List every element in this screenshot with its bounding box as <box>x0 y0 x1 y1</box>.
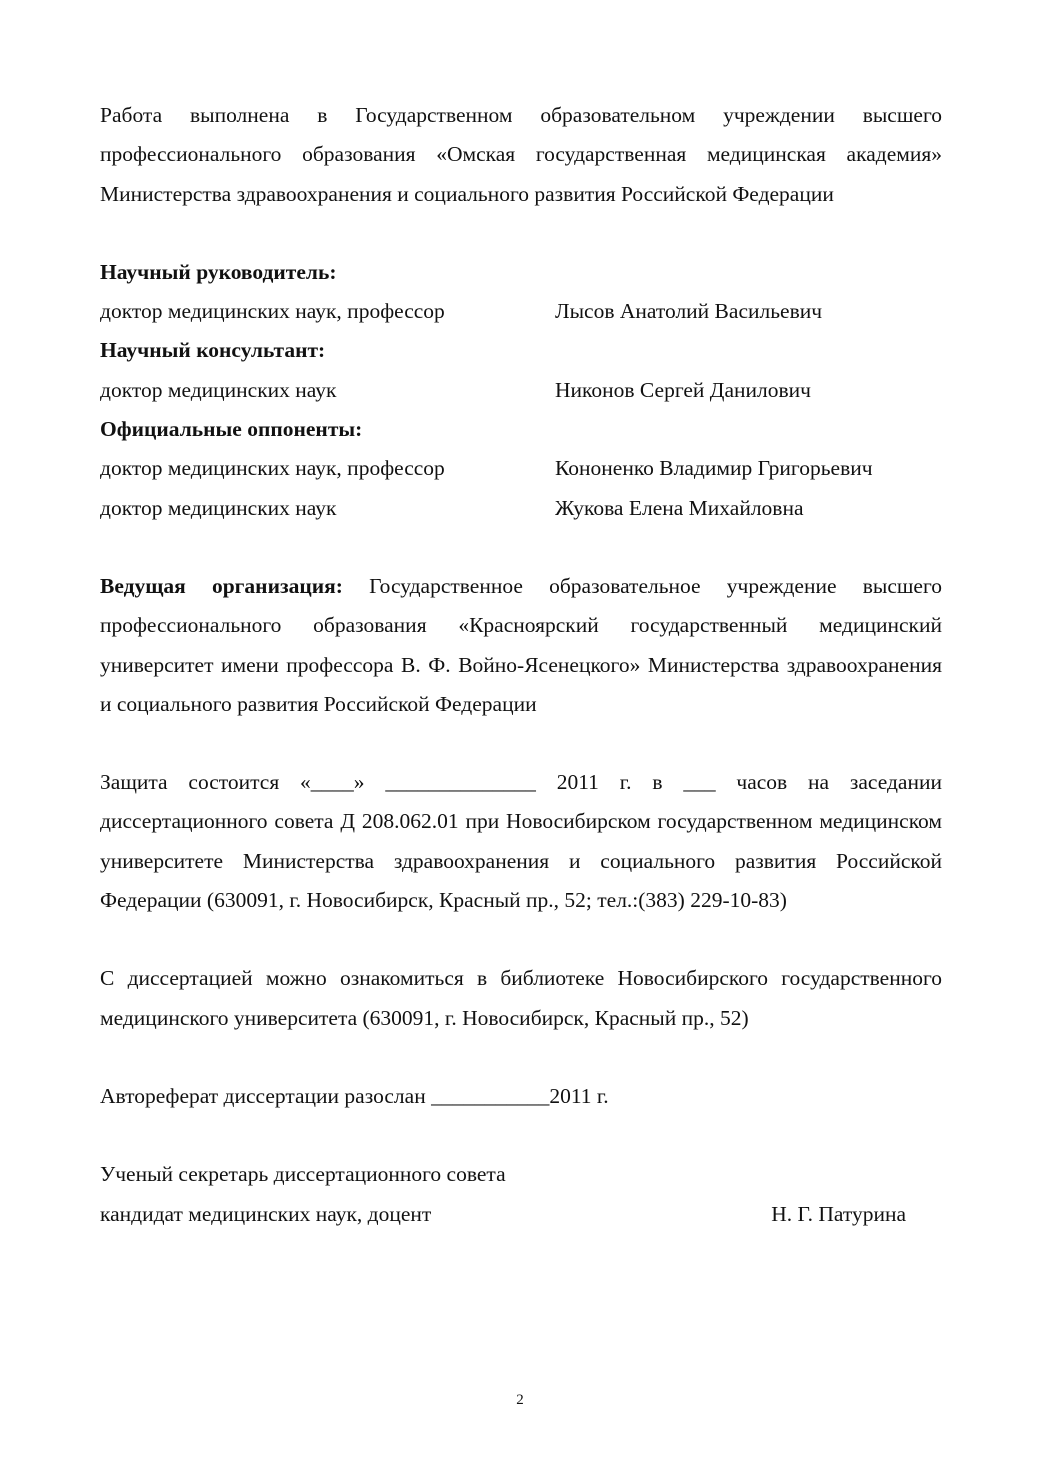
document-page <box>100 96 942 1234</box>
defense-paragraph: Защита состоится «____» ______________ 2011 г. в ___ часов на заседании диссертационного совета Д 208.062.01 при Новосибирском государственном медицинском университете Министерства здравоохранения и социального развития Российской Федерации (630091, г. Новосибирск, Красный пр., 52; тел.:(383) 229-10-83) <box>100 770 942 913</box>
consultant-heading: Научный консультант: <box>100 338 326 363</box>
opponent-row <box>100 489 942 528</box>
opponent-name: Кононенко Владимир Григорьевич <box>555 456 873 481</box>
library-paragraph: С диссертацией можно ознакомиться в библиотеке Новосибирского государственного медицинского университета (630091, г. Новосибирск, Красный пр., 52) <box>100 966 942 1030</box>
opponent-name: Жукова Елена Михайловна <box>555 495 804 520</box>
opponent-row <box>100 449 942 488</box>
secretary-row <box>100 1195 942 1234</box>
page-number: 2 <box>516 1392 524 1408</box>
consultant-name: Никонов Сергей Данилович <box>555 377 811 402</box>
secretary-degree: кандидат медицинских наук, доцент <box>100 1201 432 1226</box>
intro-paragraph: Работа выполнена в Государственном образовательном учреждении высшего профессионального образования «Омская государственная медицинская академия» Министерства здравоохранения и социального развития Российской Федерации <box>100 103 942 206</box>
supervisor-degree: доктор медицинских наук, профессор <box>100 299 445 324</box>
leading-organization-label: Ведущая организация: <box>100 573 343 598</box>
supervisor-name: Лысов Анатолий Васильевич <box>555 299 823 324</box>
opponent-degree: доктор медицинских наук <box>100 495 337 520</box>
secretary-title: Ученый секретарь диссертационного совета <box>100 1162 506 1187</box>
leading-organization-paragraph <box>100 567 942 724</box>
supervisor-heading: Научный руководитель: <box>100 259 337 284</box>
leading-organization-text: Государственное образовательное учреждение высшего профессионального образования «Красноярский государственный медицинский университет имени профессора В. Ф. Войно-Ясенецкого» Министерства здравоохранения и социального развития Российской Федерации <box>100 573 942 716</box>
opponents-heading: Официальные оппоненты: <box>100 417 363 442</box>
secretary-name: Н. Г. Патурина <box>771 1201 906 1226</box>
abstract-sent-line: Автореферат диссертации разослан ___________2011 г. <box>100 1083 609 1108</box>
consultant-row <box>100 371 942 410</box>
opponent-degree: доктор медицинских наук, профессор <box>100 456 445 481</box>
consultant-degree: доктор медицинских наук <box>100 377 337 402</box>
supervisor-row <box>100 292 942 331</box>
